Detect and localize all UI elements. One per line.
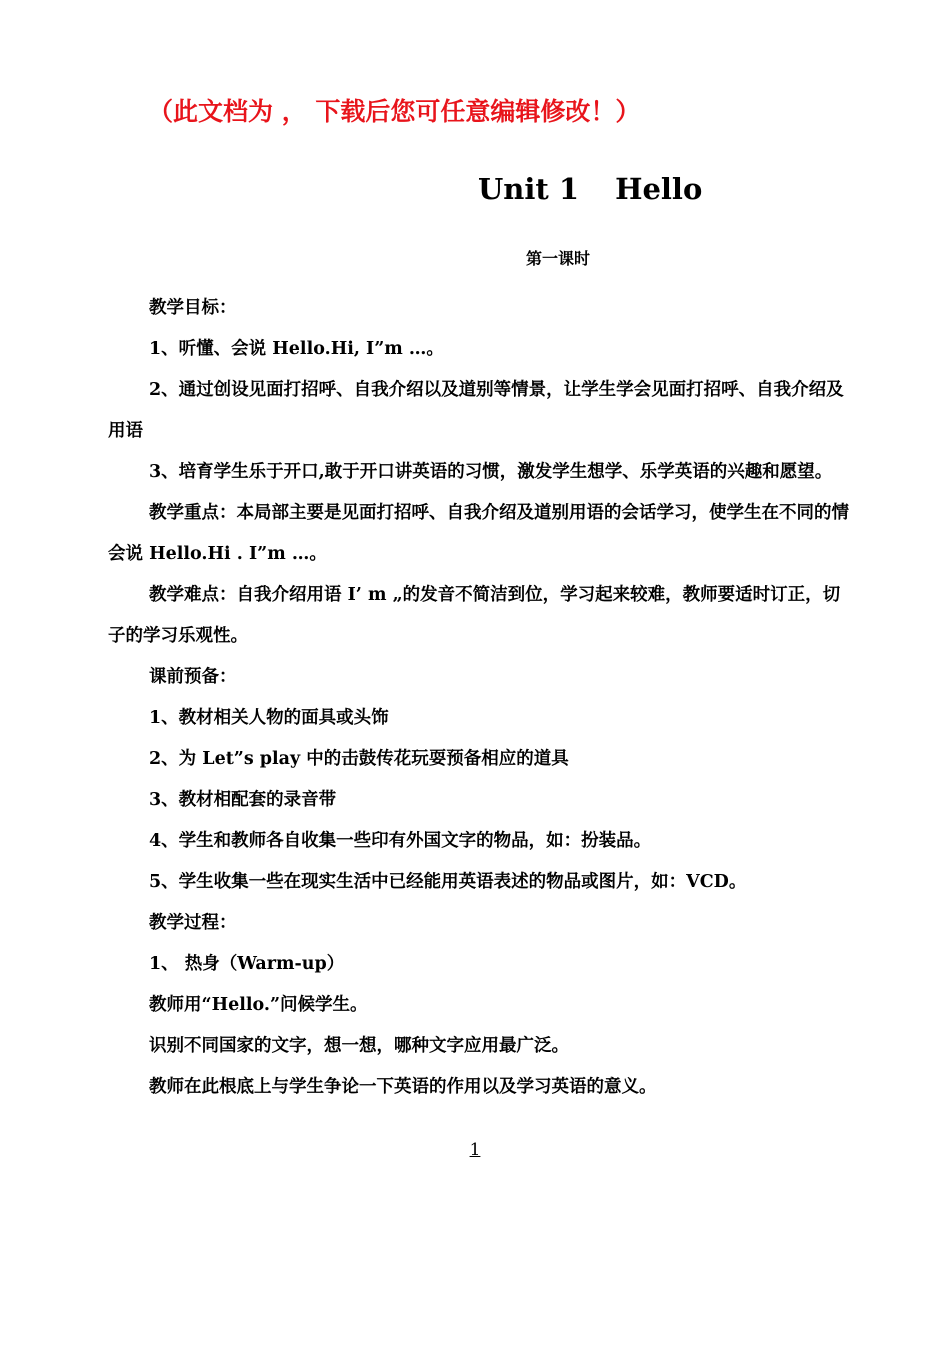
paragraph-prep-3: 3、教材相配套的录音带 bbox=[149, 790, 337, 810]
paragraph-preparation-heading: 课前预备： bbox=[149, 667, 237, 687]
paragraph-key-points-continued: 会说 Hello.Hi . I”m …。 bbox=[108, 544, 327, 564]
paragraph-goal-2: 2、通过创设见面打招呼、自我介绍以及道别等情景，让学生学会见面打招呼、自我介绍及 bbox=[149, 380, 844, 400]
paragraph-discussion: 教师在此根底上与学生争论一下英语的作用以及学习英语的意义。 bbox=[149, 1077, 657, 1097]
paragraph-goal-3: 3、培育学生乐于开口,敢于开口讲英语的习惯，激发学生想学、乐学英语的兴趣和愿望。 bbox=[149, 462, 833, 482]
paragraph-teaching-goals-heading: 教学目标： bbox=[149, 298, 237, 318]
unit-name: Hello bbox=[615, 172, 703, 206]
page-number: 1 bbox=[469, 1140, 481, 1160]
paragraph-difficulties: 教学难点：自我介绍用语 I’ m „的发音不简洁到位，学习起来较难，教师要适时订正，切 bbox=[149, 585, 841, 605]
paragraph-prep-1: 1、教材相关人物的面具或头饰 bbox=[149, 708, 389, 728]
lesson-subtitle: 第一课时 bbox=[526, 249, 591, 268]
paragraph-greeting: 教师用“Hello.”问候学生。 bbox=[149, 995, 368, 1015]
paragraph-process-heading: 教学过程： bbox=[149, 913, 237, 933]
paragraph-goal-1: 1、听懂、会说 Hello.Hi, I”m …。 bbox=[149, 339, 444, 359]
unit-title bbox=[478, 172, 702, 206]
paragraph-difficulties-continued: 子的学习乐观性。 bbox=[108, 626, 248, 646]
unit-number: Unit 1 bbox=[478, 172, 580, 206]
document-body bbox=[108, 288, 938, 1108]
paragraph-prep-2: 2、为 Let”s play 中的击鼓传花玩耍预备相应的道具 bbox=[149, 749, 569, 769]
paragraph-key-points: 教学重点：本局部主要是见面打招呼、自我介绍及道别用语的会话学习，使学生在不同的情 bbox=[149, 503, 849, 523]
paragraph-prep-5: 5、学生收集一些在现实生活中已经能用英语表述的物品或图片，如：VCD。 bbox=[149, 872, 747, 892]
edit-notice: （此文档为 ， 下载后您可任意编辑修改！） bbox=[148, 97, 641, 126]
paragraph-identify-scripts: 识别不同国家的文字，想一想，哪种文字应用最广泛。 bbox=[149, 1036, 569, 1056]
paragraph-goal-2-continued: 用语 bbox=[108, 421, 143, 441]
paragraph-step-1: 1、 热身（Warm-up） bbox=[149, 954, 345, 974]
paragraph-prep-4: 4、学生和教师各自收集一些印有外国文字的物品，如：扮装品。 bbox=[149, 831, 652, 851]
